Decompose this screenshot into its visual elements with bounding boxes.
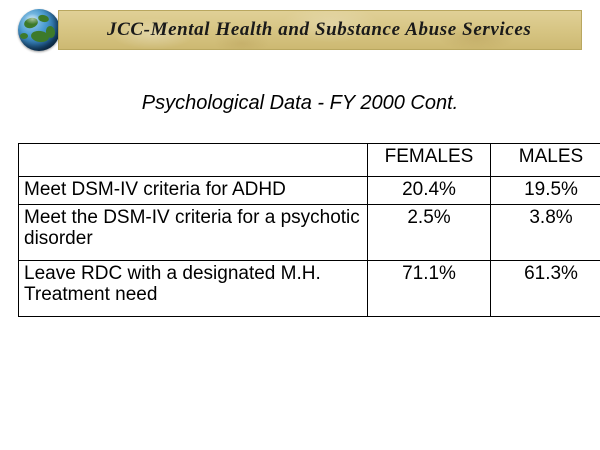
row-males-value: 19.5% xyxy=(491,177,600,205)
psychological-data-table xyxy=(18,143,600,317)
table-row xyxy=(19,205,600,261)
page-title: Psychological Data - FY 2000 Cont. xyxy=(141,92,459,114)
globe-highlight xyxy=(25,14,40,24)
table-row xyxy=(19,177,600,205)
globe-icon xyxy=(18,9,60,51)
row-label: Meet DSM-IV criteria for ADHD xyxy=(19,177,368,205)
table-header-row xyxy=(19,144,600,177)
row-females-value: 71.1% xyxy=(368,261,491,317)
column-header-females: FEMALES xyxy=(368,144,491,177)
header-title: JCC-Mental Health and Substance Abuse Services xyxy=(107,19,532,40)
row-females-value: 2.5% xyxy=(368,205,491,261)
column-header-blank xyxy=(19,144,368,177)
row-label: Meet the DSM-IV criteria for a psychotic disorder xyxy=(19,205,368,261)
table-row xyxy=(19,261,600,317)
globe-landmass xyxy=(20,33,28,39)
row-females-value: 20.4% xyxy=(368,177,491,205)
column-header-males: MALES xyxy=(491,144,600,177)
header-banner xyxy=(58,10,582,50)
row-males-value: 3.8% xyxy=(491,205,600,261)
row-label: Leave RDC with a designated M.H. Treatment need xyxy=(19,261,368,317)
row-males-value: 61.3% xyxy=(491,261,600,317)
